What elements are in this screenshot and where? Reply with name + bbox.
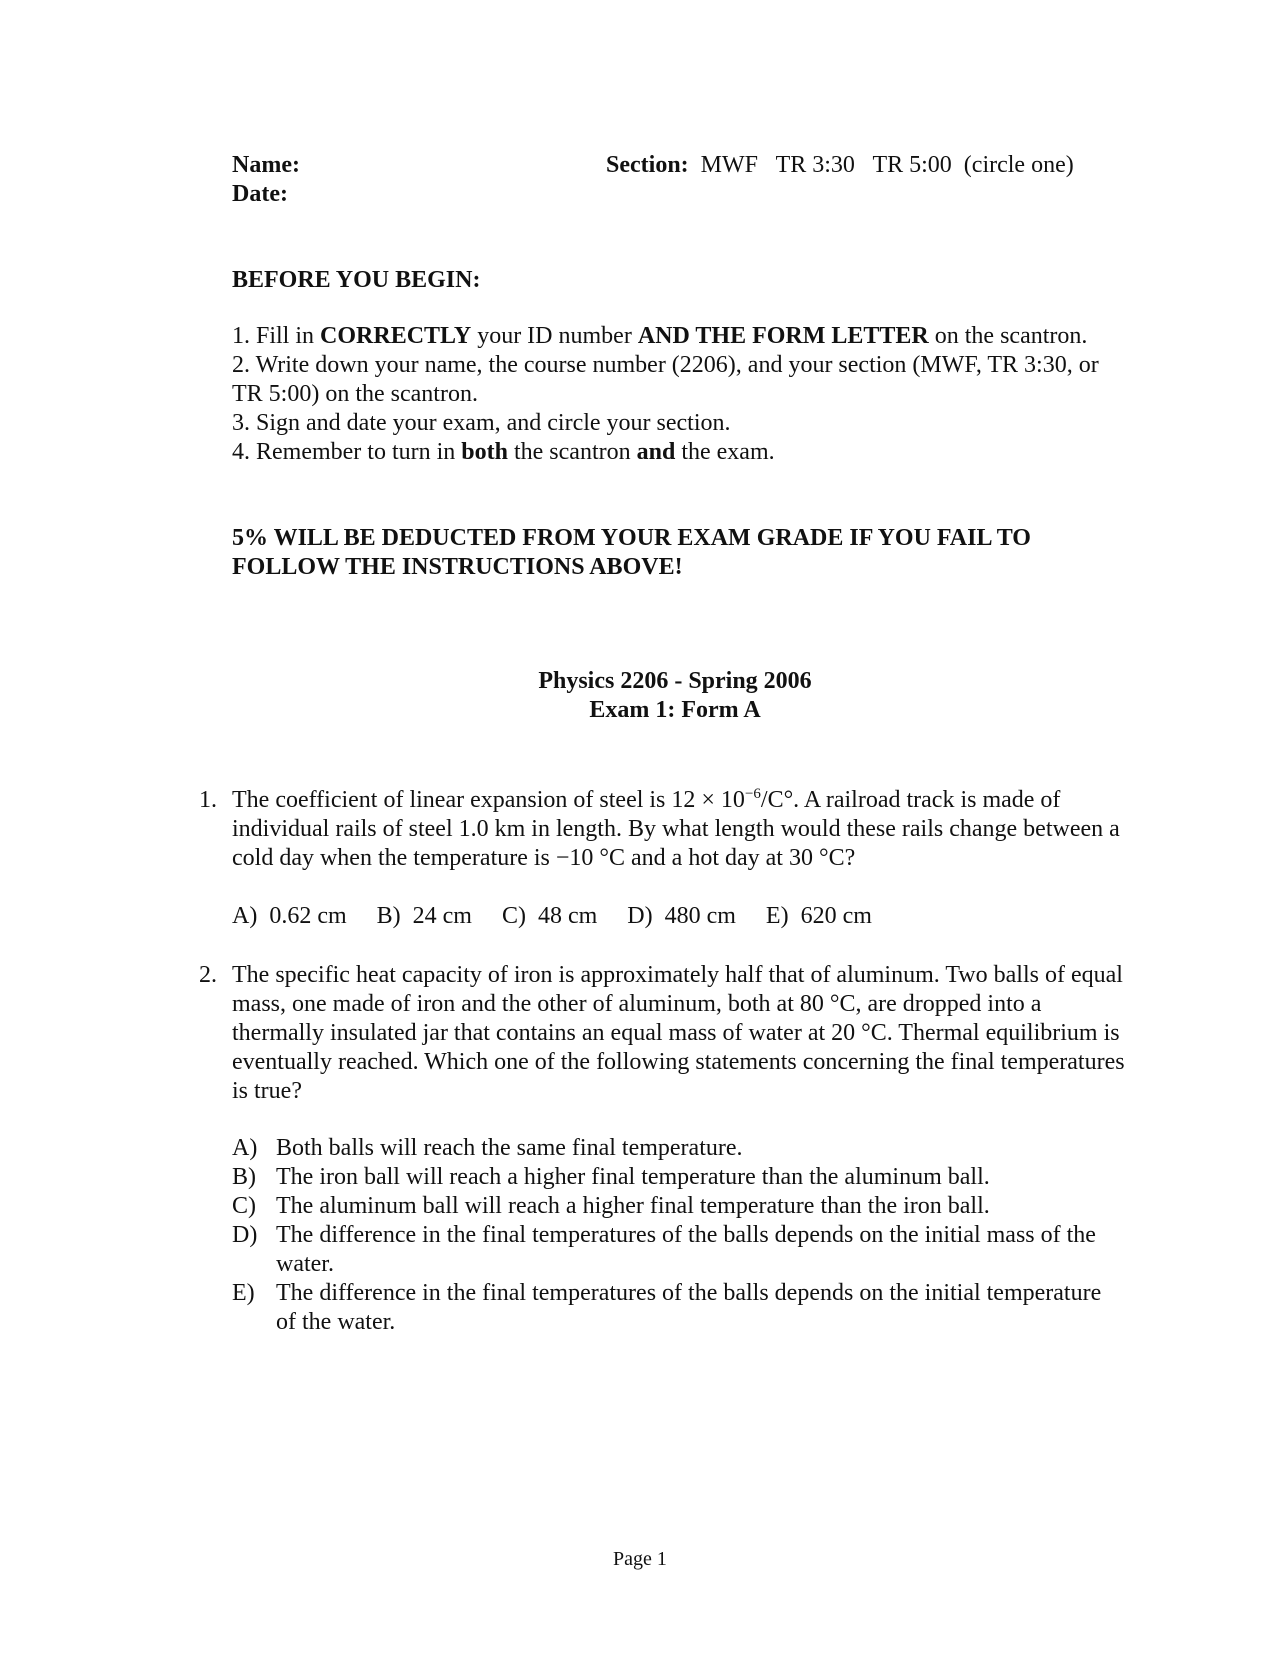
option-letter: A) bbox=[232, 1135, 258, 1161]
question-1-number: 1. bbox=[199, 787, 217, 813]
instruction-item-3: 3. Sign and date your exam, and circle your section. bbox=[232, 410, 731, 436]
date-label: Date: bbox=[232, 181, 288, 207]
form-title: Exam 1: Form A bbox=[589, 697, 761, 723]
option-letter: E) bbox=[232, 1280, 255, 1306]
instruction-1-emphasis-correctly: CORRECTLY bbox=[320, 323, 472, 349]
question-1-text-b: /C°. A railroad track is made of individual rails of steel 1.0 km in length. By what length would these rails change between a cold day when the temperature is −10 °C and a hot day at 30 °C? bbox=[232, 787, 1120, 871]
instruction-item-1 bbox=[232, 322, 1132, 351]
before-you-begin-heading: BEFORE YOU BEGIN: bbox=[232, 267, 481, 293]
question-1-text bbox=[232, 786, 1132, 873]
question-2-option-d bbox=[232, 1221, 1112, 1279]
instruction-4-text-e: the exam. bbox=[675, 439, 775, 465]
name-label: Name: bbox=[232, 152, 300, 178]
instruction-1-emphasis-form-letter: AND THE FORM LETTER bbox=[637, 323, 929, 349]
deduction-warning: 5% WILL BE DEDUCTED FROM YOUR EXAM GRADE IF YOU FAIL TO FOLLOW THE INSTRUCTIONS ABOVE! bbox=[232, 525, 1031, 580]
section-label: Section: bbox=[606, 152, 689, 178]
question-1-exponent: −6 bbox=[744, 786, 761, 802]
exam-title bbox=[0, 667, 1280, 725]
question-2-option-b bbox=[232, 1163, 1112, 1192]
instruction-1-text-e: on the scantron. bbox=[928, 323, 1088, 349]
section-line bbox=[606, 151, 1074, 180]
question-2-option-e bbox=[232, 1279, 1112, 1337]
option-text: The difference in the final temperatures of the balls depends on the initial mass of the water. bbox=[276, 1222, 1096, 1277]
option-letter: D) bbox=[232, 1222, 258, 1248]
page-number: Page 1 bbox=[613, 1548, 667, 1570]
option-text: Both balls will reach the same final temperature. bbox=[276, 1135, 743, 1161]
question-1-options: A) 0.62 cm B) 24 cm C) 48 cm D) 480 cm E) 620 cm bbox=[232, 903, 872, 929]
question-2-option-c bbox=[232, 1192, 1112, 1221]
instruction-item-4 bbox=[232, 438, 1132, 467]
instruction-4-emphasis-both: both bbox=[461, 439, 508, 465]
instruction-4-text-a: 4. Remember to turn in bbox=[232, 439, 462, 465]
option-letter: C) bbox=[232, 1193, 256, 1219]
instruction-item-2: 2. Write down your name, the course number (2206), and your section (MWF, TR 3:30, or TR 5:00) on the scantron. bbox=[232, 352, 1099, 407]
question-2-option-a bbox=[232, 1134, 1112, 1163]
option-text: The difference in the final temperatures of the balls depends on the initial temperature of the water. bbox=[276, 1280, 1102, 1335]
question-1-text-a: The coefficient of linear expansion of steel is 12 × 10 bbox=[232, 787, 745, 813]
option-text: The aluminum ball will reach a higher final temperature than the iron ball. bbox=[276, 1193, 990, 1219]
option-letter: B) bbox=[232, 1164, 256, 1190]
question-2-text: The specific heat capacity of iron is approximately half that of aluminum. Two balls of equal mass, one made of iron and the other of aluminum, both at 80 °C, are dropped into a thermally insulated jar that contains an equal mass of water at 20 °C. Thermal equilibrium is eventually reached. Which one of the following statements concerning the final temperatures is true? bbox=[232, 962, 1125, 1104]
instruction-1-text-c: your ID number bbox=[471, 323, 638, 349]
instructions-list bbox=[232, 322, 1132, 467]
instruction-4-text-c: the scantron bbox=[507, 439, 637, 465]
course-title: Physics 2206 - Spring 2006 bbox=[538, 668, 812, 694]
instruction-4-emphasis-and: and bbox=[636, 439, 676, 465]
question-2-options bbox=[232, 1134, 1112, 1337]
option-text: The iron ball will reach a higher final temperature than the aluminum ball. bbox=[276, 1164, 990, 1190]
question-2-number: 2. bbox=[199, 962, 217, 988]
instruction-1-text-a: 1. Fill in bbox=[232, 323, 321, 349]
section-options: MWF TR 3:30 TR 5:00 (circle one) bbox=[688, 152, 1074, 178]
